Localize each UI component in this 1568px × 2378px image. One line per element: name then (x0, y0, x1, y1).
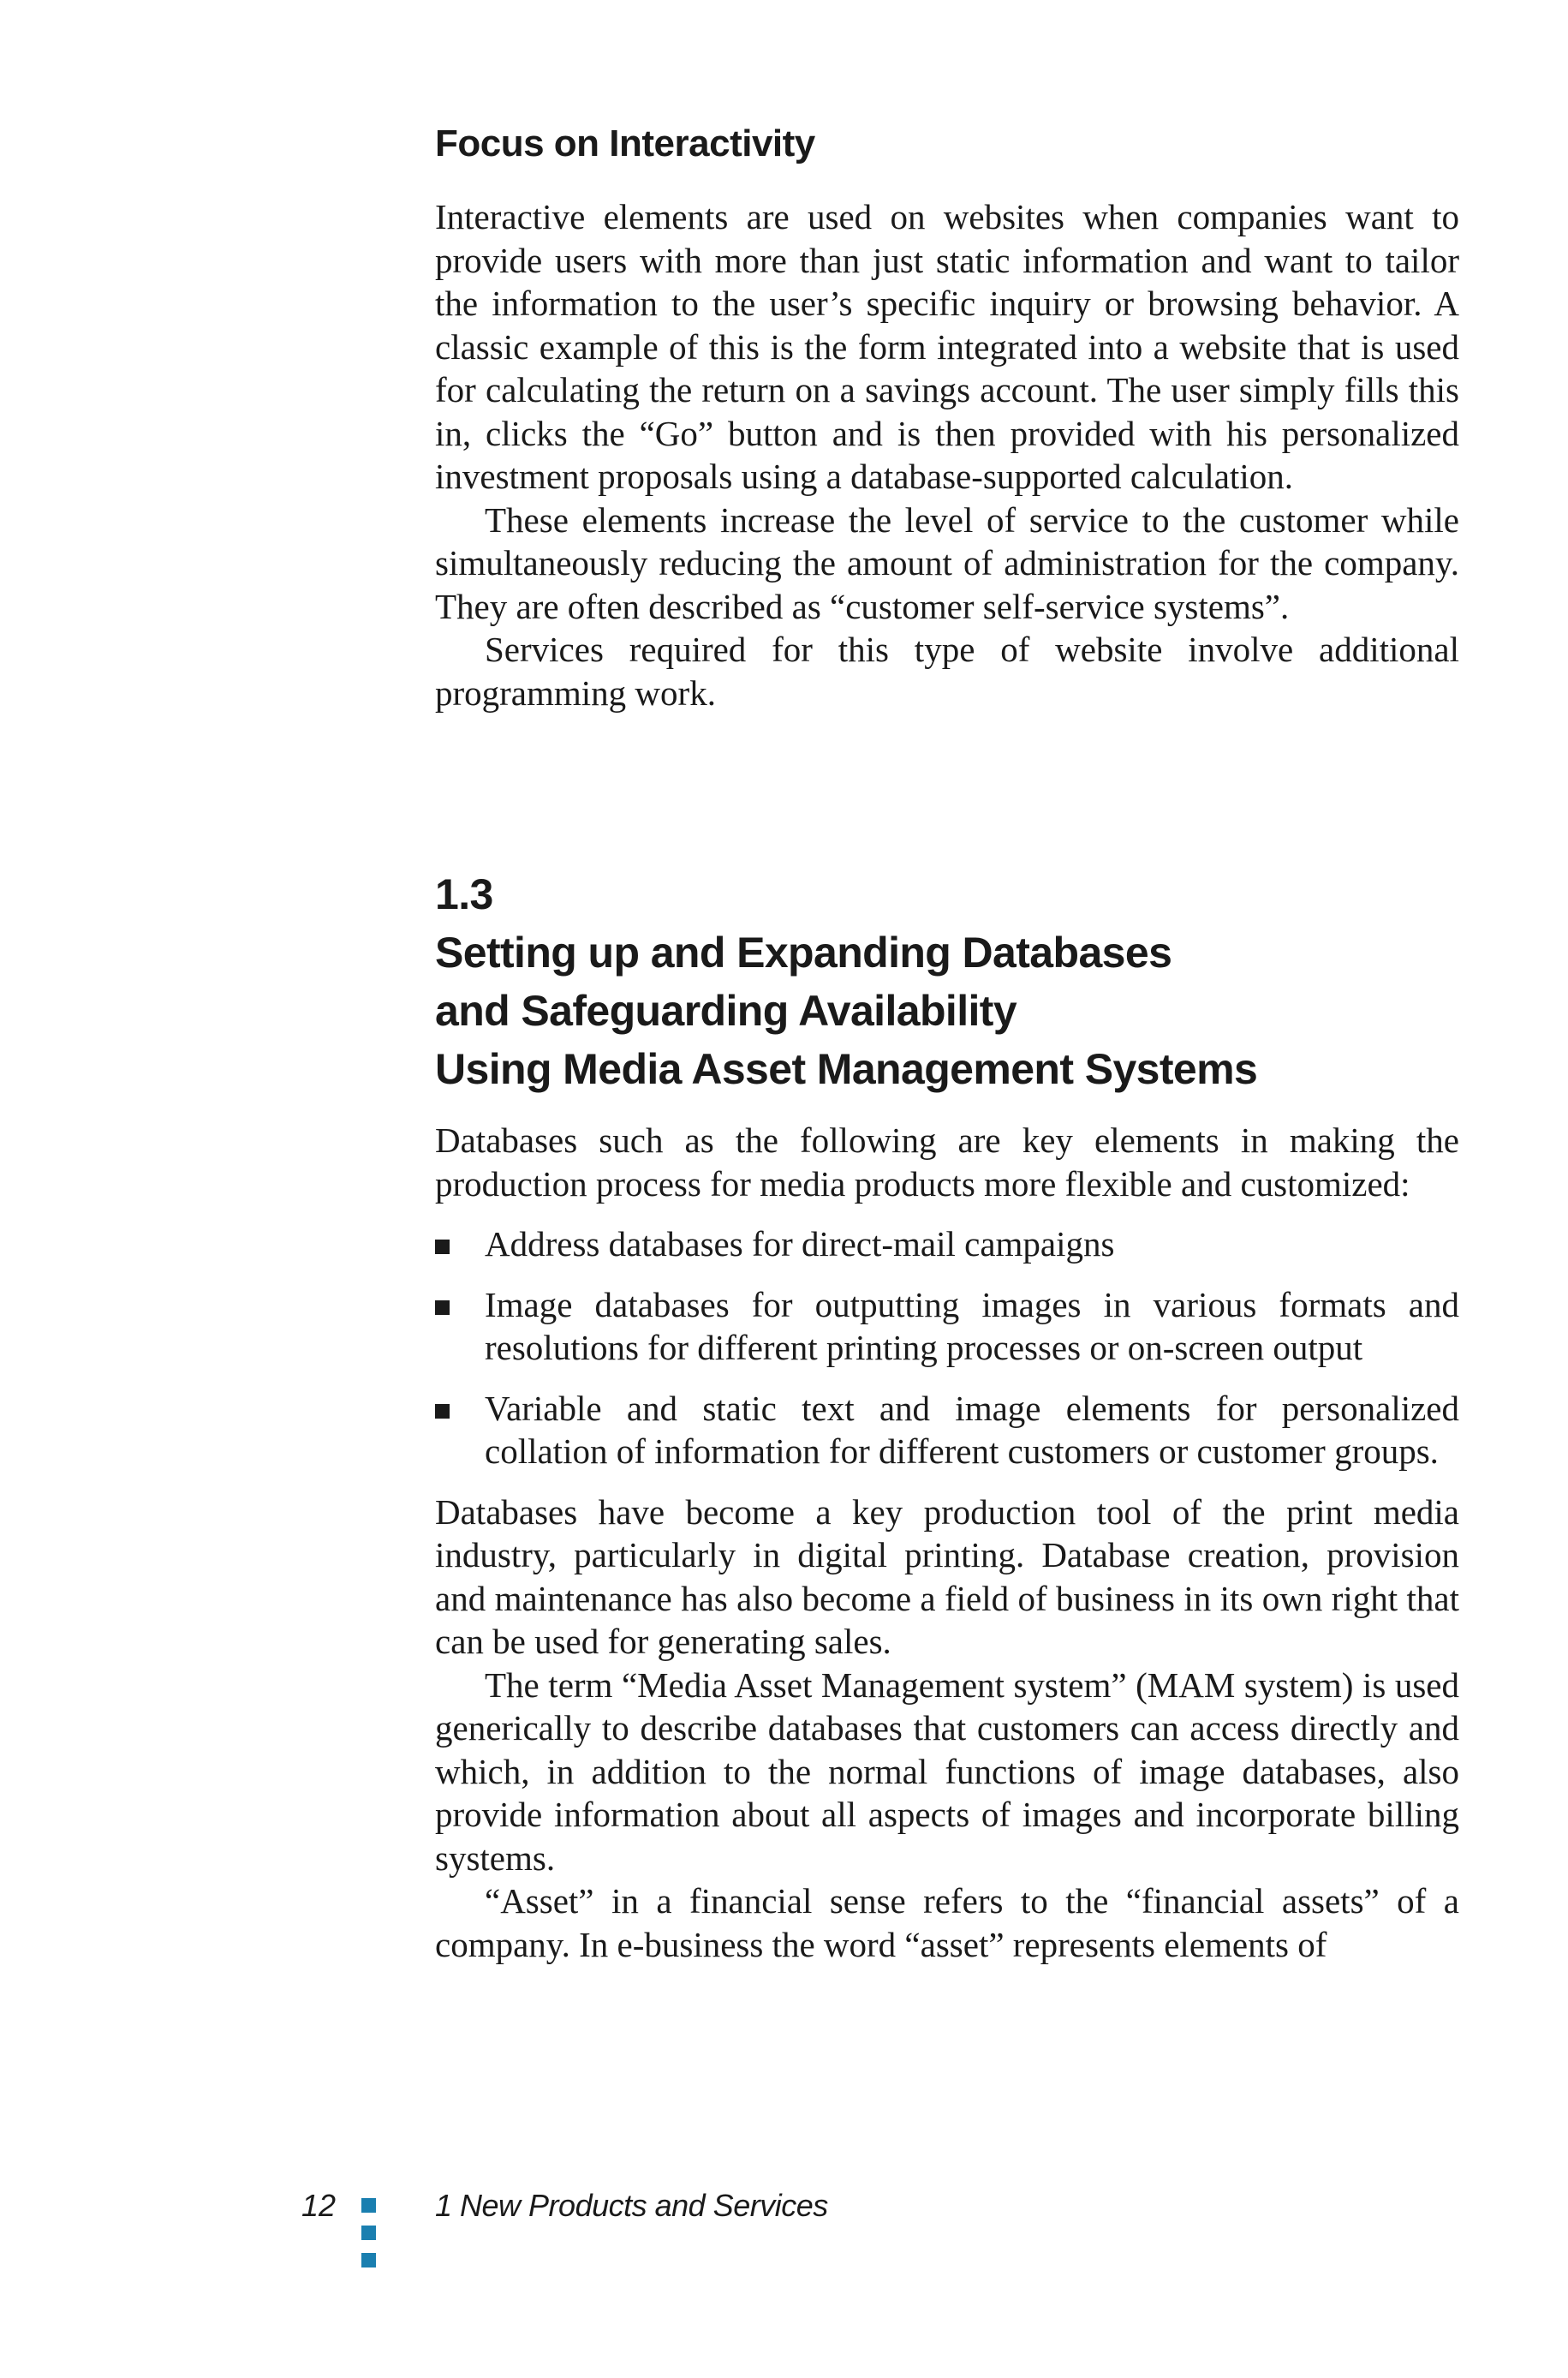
section-title-line: and Safeguarding Availability (435, 987, 1017, 1035)
footer-square-icon (361, 2253, 376, 2267)
list-item (435, 1222, 1459, 1266)
bullet-square-icon (435, 1404, 450, 1419)
list-item-text: Variable and static text and image elements for personalized collation of information for different customers or customer groups. (485, 1388, 1459, 1471)
paragraph: These elements increase the level of service to the customer while simultaneously reducing the amount of administration for the company. They are often described as “customer self-service systems”. (435, 499, 1459, 626)
list-item-text: Image databases for outputting images in various formats and resolutions for different printing processes or on-screen output (485, 1284, 1459, 1367)
list-item (435, 1283, 1459, 1370)
paragraph: Interactive elements are used on websites when companies want to provide users with more than just static information and want to tailor the information to the user’s specific inquiry or browsing behavior. A classic example of this is the form integrated into a website that is used for calculating the return on a savings account. The user simply fills this in, clicks the “Go” button and is then provided with his personalized investment proposals using a database-supported calculation. (435, 197, 1459, 496)
subsection-body (435, 195, 1459, 714)
paragraph: Services required for this type of website involve additional programming work. (435, 630, 1459, 713)
section-body (435, 1119, 1459, 1966)
page-number: 12 (301, 2188, 336, 2223)
paragraph: “Asset” in a financial sense refers to the “financial assets” of a company. In e-business the word “asset” represents elements of (435, 1881, 1459, 1964)
bullet-square-icon (435, 1300, 450, 1315)
intro-paragraph: Databases such as the following are key elements in making the production process for media products more flexible and customized: (435, 1120, 1459, 1204)
paragraph: The term “Media Asset Management system” (MAM system) is used generically to describe databases that customers can access directly and which, in addition to the normal functions of image databases, also provide information about all aspects of images and incorporate billing systems. (435, 1664, 1459, 1878)
paragraph: Databases have become a key production tool of the print media industry, particularly in digital printing. Database creation, provision and maintenance has also become a field of business in its own right that can be used for generating sales. (435, 1491, 1459, 1661)
footer-square-icon (361, 2198, 376, 2213)
list-item-text: Address databases for direct-mail campaigns (485, 1224, 1115, 1264)
section-title-line: Using Media Asset Management Systems (435, 1045, 1258, 1093)
running-footer-title: 1 New Products and Services (435, 2188, 828, 2223)
footer-square-icon (361, 2226, 376, 2240)
section-title-line: Setting up and Expanding Databases (435, 929, 1172, 977)
subsection-heading: Focus on Interactivity (435, 122, 815, 164)
section-heading (435, 865, 1459, 1098)
list-item (435, 1387, 1459, 1473)
section-number: 1.3 (435, 870, 493, 918)
bullet-list (435, 1222, 1459, 1473)
bullet-square-icon (435, 1240, 450, 1254)
